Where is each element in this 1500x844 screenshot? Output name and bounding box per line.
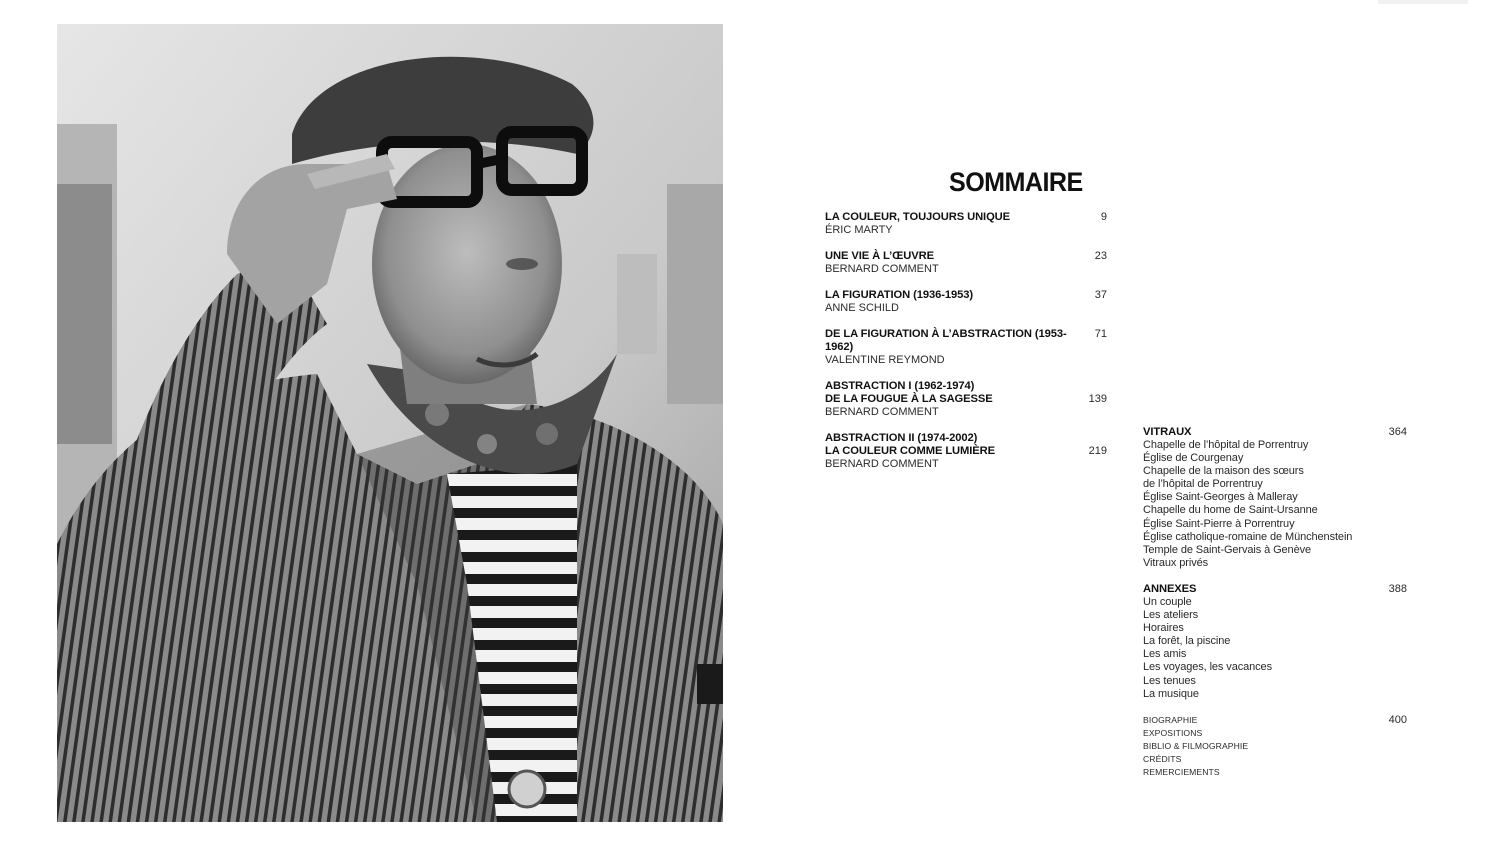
toc-subitem: Les ateliers [1143,609,1199,622]
toc-heading: VITRAUX [1143,426,1192,438]
toc-page-number: 71 [1094,328,1107,340]
toc-entry [825,211,1107,237]
toc-subitem: Église catholique-romaine de Münchenstein [1143,530,1353,543]
toc-heading: LA COULEUR, TOUJOURS UNIQUE [825,211,1011,223]
toc-subitem: Les tenues [1143,674,1196,687]
toc-author: VALENTINE REYMOND [825,354,945,366]
toc-subitem: Les amis [1143,648,1187,661]
toc-subitem: Horaires [1143,622,1184,635]
toc-subitem: Église de Courgenay [1143,452,1244,465]
toc-author: ANNE SCHILD [825,302,899,314]
toc-subitem: CRÉDITS [1143,753,1182,764]
portrait-photo [57,24,723,822]
toc-subitem: Chapelle de la maison des sœurs [1143,465,1304,478]
toc-subitem: Chapelle du home de Saint-Ursanne [1143,504,1318,517]
toc-page-number: 23 [1094,250,1107,262]
toc-entry [825,380,1107,419]
toc-heading: DE LA FIGURATION À L’ABSTRACTION (1953-1962) [825,328,1067,353]
page-edge-mark [1378,0,1468,4]
toc-section-backmatter [1143,714,1407,779]
toc-heading: ANNEXES [1143,582,1197,595]
toc-subitem: REMERCIEMENTS [1143,767,1220,778]
toc-heading: ABSTRACTION I (1962-1974) [825,380,975,392]
toc-page-number: 400 [1388,713,1407,726]
toc-section-vitraux [1143,426,1407,570]
toc-entry [825,250,1107,276]
toc-author: ÉRIC MARTY [825,224,893,236]
toc-entry [825,289,1107,315]
toc-main-column [825,211,1107,471]
toc-subitem: Église Saint-Pierre à Porrentruy [1143,517,1295,530]
toc-subitem: Temple de Saint-Gervais à Genève [1143,543,1311,556]
toc-secondary-column [1143,426,1407,779]
toc-subitem: La musique [1143,687,1199,700]
toc-subitem: Les voyages, les vacances [1143,661,1272,674]
toc-entry [825,432,1107,471]
toc-heading-line2: DE LA FOUGUE À LA SAGESSE [825,393,993,405]
toc-heading: ABSTRACTION II (1974-2002) [825,432,978,444]
toc-author: BERNARD COMMENT [825,406,939,418]
toc-subitem: Un couple [1143,595,1192,608]
toc-subitem: de l’hôpital de Porrentruy [1143,478,1263,491]
toc-heading: UNE VIE À L’ŒUVRE [825,250,934,262]
toc-entry [825,328,1107,367]
toc-heading-line2: LA COULEUR COMME LUMIÈRE [825,445,995,457]
toc-subitem: Église Saint-Georges à Malleray [1143,491,1298,504]
toc-section-annexes [1143,583,1407,701]
toc-author: BERNARD COMMENT [825,458,939,470]
toc-page-number: 9 [1100,211,1107,223]
toc-subitem: La forêt, la piscine [1143,635,1231,648]
toc-subitem: BIOGRAPHIE [1143,714,1198,725]
toc-page-number: 219 [1088,445,1107,457]
toc-subitem: BIBLIO & FILMOGRAPHIE [1143,740,1249,751]
toc-page-number: 139 [1088,393,1107,405]
portrait-photo-icon [57,24,723,822]
toc-author: BERNARD COMMENT [825,263,939,275]
toc-subitem: EXPOSITIONS [1143,727,1203,738]
toc-page-number: 388 [1388,582,1407,595]
toc-heading: LA FIGURATION (1936-1953) [825,289,973,301]
page-title: SOMMAIRE [949,167,1083,197]
toc-page-number: 364 [1388,426,1407,438]
toc-page-number: 37 [1094,289,1107,301]
toc-subitem: Vitraux privés [1143,556,1209,569]
toc-subitem: Chapelle de l’hôpital de Porrentruy [1143,439,1309,451]
